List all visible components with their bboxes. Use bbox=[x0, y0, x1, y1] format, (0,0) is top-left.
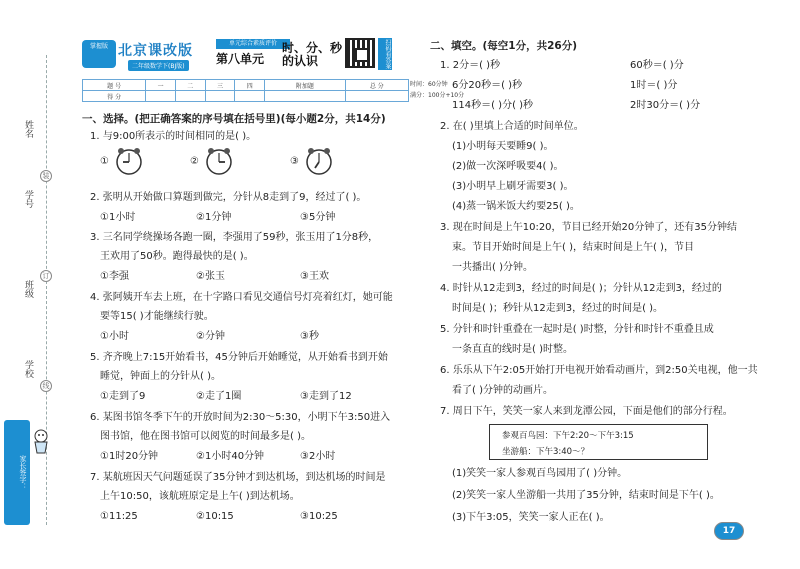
table-cell: 总 分 bbox=[345, 80, 408, 91]
fill-question-5-cont: 一条直直的线时是( )时整。 bbox=[452, 344, 573, 355]
table-cell: 附加题 bbox=[265, 80, 346, 91]
option-label[interactable]: ③王欢 bbox=[300, 271, 329, 282]
table-cell: 得 分 bbox=[83, 91, 146, 102]
option-label[interactable]: ③走到了12 bbox=[300, 391, 352, 402]
question-7: 7. 某航班因天气问题延误了35分钟才到达机场，到达机场的时间是 bbox=[90, 472, 386, 483]
score-table bbox=[82, 79, 409, 102]
fill-question-5: 5. 分针和时针重叠在一起时是( )时整，分针和时针不重叠且成 bbox=[440, 324, 714, 335]
cut-line bbox=[46, 55, 47, 525]
fill-question-1f: 2时30分＝( )分 bbox=[630, 100, 701, 111]
table-cell: 三 bbox=[205, 80, 235, 91]
fill-question-3-cont: 束。节目开始时间是上午( )，结束时间是上午( )，节目 bbox=[452, 242, 694, 253]
qr-code-icon[interactable] bbox=[345, 38, 375, 68]
itinerary-line: 坐游船：下午3:40～？ bbox=[502, 447, 590, 457]
fill-question-2-item: (2)做一次深呼吸要4( )。 bbox=[452, 161, 564, 172]
question-3: 3. 三名同学绕操场各跑一圈，李强用了59秒，张玉用了1分8秒， bbox=[90, 232, 379, 243]
option-label[interactable]: ①11:25 bbox=[100, 511, 138, 522]
score-value-row bbox=[83, 91, 409, 102]
school-label: 学校 bbox=[23, 360, 33, 378]
cartoon-kid-icon bbox=[30, 428, 52, 454]
option-label[interactable]: ②走了1圈 bbox=[196, 391, 242, 402]
fill-question-3-cont: 一共播出( )分钟。 bbox=[452, 262, 533, 273]
fill-question-6: 6. 乐乐从下午2:05开始打开电视开始看动画片，到2:50关电视，他一共 bbox=[440, 365, 758, 376]
option-label[interactable]: ②1小时40分钟 bbox=[196, 451, 265, 462]
table-cell: 题 号 bbox=[83, 80, 146, 91]
cut-mark: 装 bbox=[40, 170, 52, 182]
fill-question-2-item: (1)小明每天要睡9( )。 bbox=[452, 141, 554, 152]
table-cell: 四 bbox=[235, 80, 265, 91]
fill-question-3: 3. 现在时间是上午10:20，节目已经开始20分钟了，还有35分钟结 bbox=[440, 222, 737, 233]
cut-mark: 线 bbox=[40, 380, 52, 392]
option-label[interactable]: ①走到了9 bbox=[100, 391, 146, 402]
option-label[interactable]: ③5分钟 bbox=[300, 212, 336, 223]
option-label[interactable]: ②张玉 bbox=[196, 271, 225, 282]
option-label[interactable]: ② bbox=[190, 156, 199, 167]
student-id-label: 学号 bbox=[23, 190, 33, 208]
brand-title: 北京课改版 bbox=[118, 43, 193, 59]
question-5-cont: 睡觉，钟面上的分针从( )。 bbox=[100, 371, 221, 382]
unit-tag: 单元综合素质评价 bbox=[216, 39, 290, 49]
option-label[interactable]: ①小时 bbox=[100, 331, 129, 342]
page-number: 17 bbox=[714, 522, 744, 540]
score-input-cell[interactable] bbox=[146, 91, 176, 102]
score-input-cell[interactable] bbox=[235, 91, 265, 102]
score-input-cell[interactable] bbox=[345, 91, 408, 102]
clock-icon bbox=[204, 146, 234, 176]
fill-question-1b: 60秒＝( )分 bbox=[630, 60, 684, 71]
binding-margin bbox=[0, 0, 78, 569]
name-label: 姓名 bbox=[23, 120, 33, 138]
fill-question-7-3: (3)下午3:05，笑笑一家人正在( )。 bbox=[452, 512, 610, 523]
question-6-cont: 图书馆，他在图书馆可以阅览的时间最多是( )。 bbox=[100, 431, 311, 442]
edition-badge: 掌握版 bbox=[82, 40, 116, 68]
fill-question-1e: 114秒＝( )分( )秒 bbox=[452, 100, 534, 111]
grade-subtitle: 二年级数学下(BJ版) bbox=[128, 60, 189, 71]
option-label[interactable]: ③秒 bbox=[300, 331, 319, 342]
option-label[interactable]: ①1时20分钟 bbox=[100, 451, 159, 462]
full-score: 满分：100分+10分 bbox=[410, 92, 465, 99]
question-1: 1. 与9:00所表示的时间相同的是( )。 bbox=[90, 131, 257, 142]
clock-icon bbox=[304, 146, 334, 176]
itinerary-box bbox=[489, 424, 708, 460]
table-cell: 二 bbox=[175, 80, 205, 91]
fill-question-2: 2. 在( )里填上合适的时间单位。 bbox=[440, 121, 584, 132]
parent-sign-banner: 家长签字： bbox=[4, 420, 30, 525]
fill-question-1c: 6分20秒＝( )秒 bbox=[452, 80, 523, 91]
option-label[interactable]: ① bbox=[100, 156, 109, 167]
fill-question-7-2: (2)笑笑一家人坐游船一共用了35分钟，结束时间是下午( )。 bbox=[452, 490, 720, 501]
question-2: 2. 张明从开始做口算题到做完，分针从8走到了9，经过了( )。 bbox=[90, 192, 367, 203]
time-limit: 时间：60分钟 bbox=[410, 81, 448, 88]
table-cell: 一 bbox=[146, 80, 176, 91]
worksheet-header bbox=[82, 38, 407, 74]
fill-question-2-item: (4)蒸一锅米饭大约要25( )。 bbox=[452, 201, 580, 212]
qr-caption: 扫码看答案 bbox=[378, 38, 392, 70]
fill-question-6-cont: 看了( )分钟的动画片。 bbox=[452, 385, 553, 396]
option-label[interactable]: ①李强 bbox=[100, 271, 129, 282]
fill-question-7: 7. 周日下午，笑笑一家人来到龙潭公园，下面是他们的部分行程。 bbox=[440, 406, 733, 417]
score-header-row bbox=[83, 80, 409, 91]
section-fill-title: 二、填空。(每空1分，共26分) bbox=[430, 40, 578, 52]
fill-question-1a: 1. 2分＝( )秒 bbox=[440, 60, 501, 71]
fill-question-1d: 1时＝( )分 bbox=[630, 80, 678, 91]
question-3-cont: 王欢用了50秒。跑得最快的是( )。 bbox=[100, 251, 254, 262]
score-input-cell[interactable] bbox=[265, 91, 346, 102]
option-label[interactable]: ③10:25 bbox=[300, 511, 338, 522]
class-label: 班级 bbox=[23, 280, 33, 298]
question-6: 6. 某图书馆冬季下午的开放时间为2:30～5:30，小明下午3:50进入 bbox=[90, 412, 391, 423]
cut-mark: 订 bbox=[40, 270, 52, 282]
question-4-cont: 要等15( )才能继续行驶。 bbox=[100, 311, 214, 322]
option-label[interactable]: ③2小时 bbox=[300, 451, 336, 462]
unit-title: 第八单元 bbox=[216, 52, 265, 66]
option-label[interactable]: ②1分钟 bbox=[196, 212, 232, 223]
question-7-cont: 上午10:50，该航班原定是上午( )到达机场。 bbox=[100, 491, 300, 502]
section-choice-title: 一、选择。(把正确答案的序号填在括号里)(每小题2分，共14分) bbox=[82, 113, 386, 125]
score-input-cell[interactable] bbox=[175, 91, 205, 102]
unit-topic: 时、分、秒的认识 bbox=[282, 41, 343, 68]
fill-question-4-cont: 时间是( )；秒针从12走到3，经过的时间是( )。 bbox=[452, 303, 664, 314]
option-label[interactable]: ②分钟 bbox=[196, 331, 225, 342]
question-5: 5. 齐齐晚上7:15开始看书，45分钟后开始睡觉，从开始看书到开始 bbox=[90, 352, 388, 363]
option-label[interactable]: ①1小时 bbox=[100, 212, 136, 223]
fill-question-2-item: (3)小明早上刷牙需要3( )。 bbox=[452, 181, 574, 192]
clock-icon bbox=[114, 146, 144, 176]
fill-question-7-1: (1)笑笑一家人参观百鸟园用了( )分钟。 bbox=[452, 468, 628, 479]
option-label[interactable]: ②10:15 bbox=[196, 511, 234, 522]
score-input-cell[interactable] bbox=[205, 91, 235, 102]
brand-logo bbox=[82, 38, 212, 72]
option-label[interactable]: ③ bbox=[290, 156, 299, 167]
question-4: 4. 张阿姨开车去上班，在十字路口看见交通信号灯亮着红灯，她可能 bbox=[90, 292, 393, 303]
itinerary-line: 参观百鸟园：下午2:20～下午3:15 bbox=[502, 431, 634, 441]
fill-question-4: 4. 时针从12走到3，经过的时间是( )；分针从12走到3，经过的 bbox=[440, 283, 722, 294]
